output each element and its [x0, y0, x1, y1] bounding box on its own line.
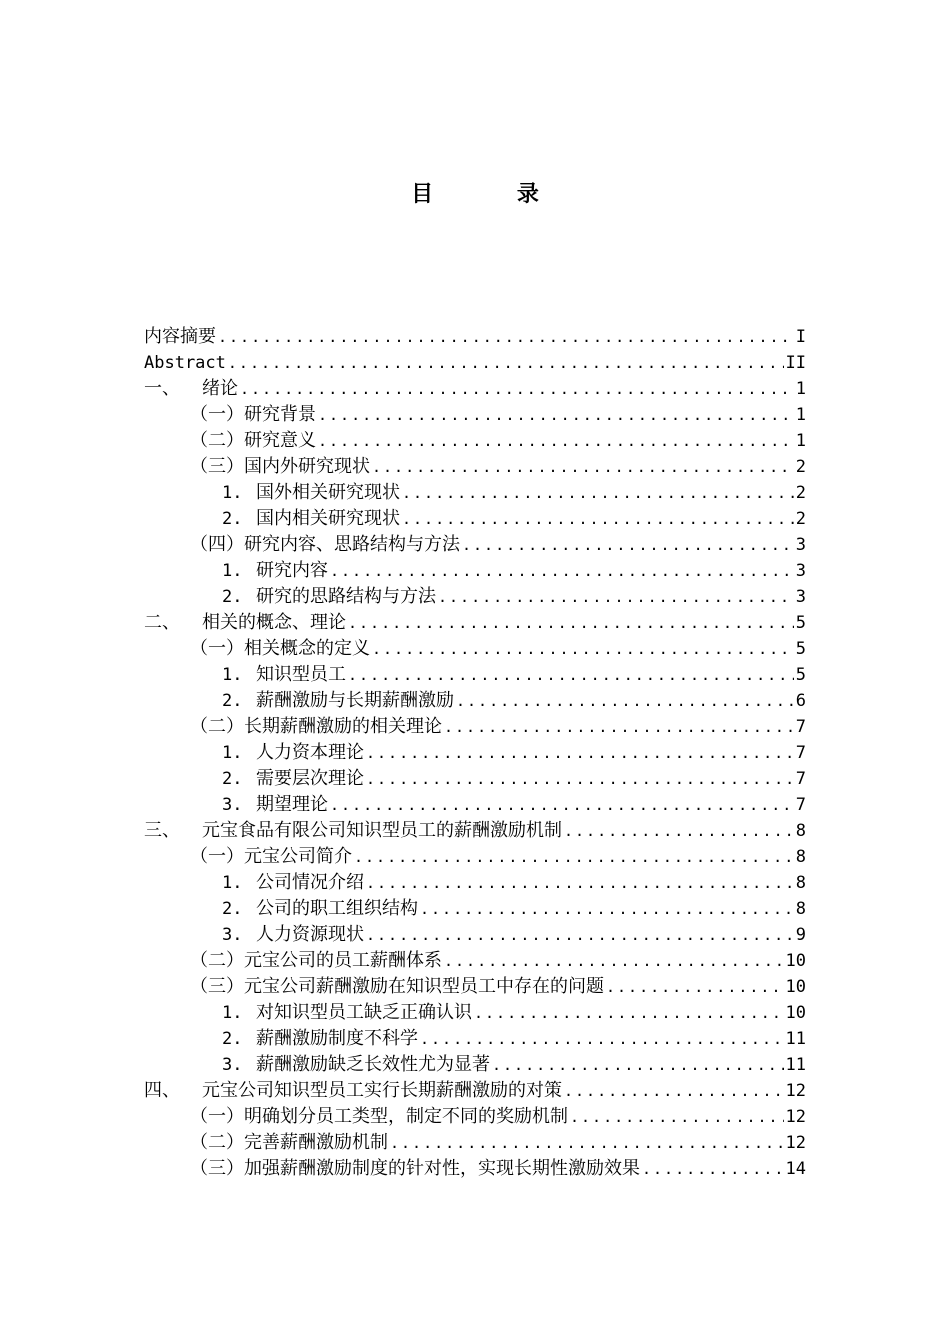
toc-entry-text: （一）研究背景	[190, 404, 316, 425]
toc-entry-number: 3.	[222, 795, 243, 815]
toc-entry-label	[190, 1130, 388, 1156]
dot-leader	[420, 1026, 784, 1052]
toc-entry-label	[144, 376, 238, 402]
toc-entry-label	[190, 844, 352, 870]
toc-entry	[144, 948, 806, 974]
toc-entry-number: 1.	[222, 1003, 243, 1023]
toc-entry-label	[222, 558, 328, 584]
toc-entry-text: （一）明确划分员工类型，制定不同的奖励机制	[190, 1106, 568, 1127]
toc-entry	[144, 974, 806, 1000]
toc-entry-number: 2.	[222, 587, 243, 607]
toc-entry-page: 3	[795, 587, 806, 607]
toc-entry-page: 12	[785, 1081, 806, 1101]
toc-entry-text: 人力资源现状	[256, 924, 364, 945]
dot-leader	[462, 532, 794, 558]
dot-leader	[228, 350, 784, 376]
toc-entry-text: （三）元宝公司薪酬激励在知识型员工中存在的问题	[190, 976, 604, 997]
dot-leader	[366, 766, 794, 792]
toc-entry-page: 8	[795, 873, 806, 893]
toc-entry-label	[222, 1026, 418, 1052]
toc-entry-page: 5	[795, 665, 806, 685]
toc-entry-number: 1.	[222, 873, 243, 893]
toc-entry	[144, 636, 806, 662]
toc-entry-label	[222, 792, 328, 818]
toc-entry-text: （二）长期薪酬激励的相关理论	[190, 716, 442, 737]
toc-entry-text: 人力资本理论	[256, 742, 364, 763]
toc-entry-label	[144, 818, 562, 844]
toc-entry-label	[222, 662, 346, 688]
dot-leader	[420, 896, 794, 922]
toc-entry	[144, 1052, 806, 1078]
toc-entry-text: 内容摘要	[144, 326, 216, 347]
toc-entry-page: 2	[795, 509, 806, 529]
toc-entry-page: 2	[795, 457, 806, 477]
toc-entry	[144, 1130, 806, 1156]
toc-entry-label	[190, 714, 442, 740]
toc-entry	[144, 688, 806, 714]
toc-entry	[144, 402, 806, 428]
dot-leader	[492, 1052, 784, 1078]
toc-entry-label	[222, 870, 364, 896]
dot-leader	[348, 662, 794, 688]
toc-entry	[144, 1026, 806, 1052]
toc-entry-label	[190, 948, 442, 974]
toc-entry-number: 二、	[144, 612, 180, 633]
toc-entry	[144, 870, 806, 896]
toc-entry-text: （一）元宝公司简介	[190, 846, 352, 867]
toc-entry-page: 10	[785, 1003, 806, 1023]
toc-entry-label	[144, 1078, 562, 1104]
toc-entry-text: 薪酬激励制度不科学	[256, 1028, 418, 1049]
toc-entry-number: 1.	[222, 561, 243, 581]
toc-entry-text: （一）相关概念的定义	[190, 638, 370, 659]
dot-leader	[564, 1078, 784, 1104]
toc-entry-page: 7	[795, 769, 806, 789]
toc-entry	[144, 428, 806, 454]
toc-entry	[144, 792, 806, 818]
toc-entry-label	[190, 974, 604, 1000]
toc-entry	[144, 844, 806, 870]
toc-entry	[144, 610, 806, 636]
toc-entry-label	[222, 1052, 490, 1078]
toc-entry	[144, 1000, 806, 1026]
toc-entry-text: 期望理论	[256, 794, 328, 815]
toc-entry-text: 元宝食品有限公司知识型员工的薪酬激励机制	[202, 820, 562, 841]
dot-leader	[390, 1130, 784, 1156]
toc-entry-label	[222, 896, 418, 922]
toc-entry-page: 8	[795, 821, 806, 841]
toc-entry-number: 3.	[222, 925, 243, 945]
page-title: 目 录	[411, 182, 577, 207]
toc-entry-page: I	[795, 327, 806, 347]
toc-entry-number: 三、	[144, 820, 180, 841]
toc-entry-label	[144, 350, 226, 376]
toc-entry	[144, 1156, 806, 1182]
dot-leader	[456, 688, 794, 714]
dot-leader	[354, 844, 794, 870]
toc-entry-page: 7	[795, 717, 806, 737]
toc-entry	[144, 376, 806, 402]
dot-leader	[240, 376, 794, 402]
dot-leader	[444, 714, 794, 740]
toc-entry-text: 薪酬激励缺乏长效性尤为显著	[256, 1054, 490, 1075]
toc-entry-text: 研究内容	[256, 560, 328, 581]
toc-entry-text: （三）加强薪酬激励制度的针对性，实现长期性激励效果	[190, 1158, 640, 1179]
toc-entry-page: 11	[785, 1055, 806, 1075]
toc-entry-label	[190, 636, 370, 662]
toc-entry-text: 薪酬激励与长期薪酬激励	[256, 690, 454, 711]
dot-leader	[318, 402, 794, 428]
toc-entry-text: 公司情况介绍	[256, 872, 364, 893]
toc-entry-page: 6	[795, 691, 806, 711]
toc-entry-text: （二）元宝公司的员工薪酬体系	[190, 950, 442, 971]
toc-entry-page: 9	[795, 925, 806, 945]
toc-entry-page: 1	[795, 431, 806, 451]
toc-entry-label	[190, 402, 316, 428]
toc-entry-text: 公司的职工组织结构	[256, 898, 418, 919]
toc-entry-text: 元宝公司知识型员工实行长期薪酬激励的对策	[202, 1080, 562, 1101]
toc-entry	[144, 766, 806, 792]
toc-entry	[144, 324, 806, 350]
toc-entry-page: 5	[795, 639, 806, 659]
toc-entry-text: （二）研究意义	[190, 430, 316, 451]
toc-entry-text: 国内相关研究现状	[256, 508, 400, 529]
toc-entry-page: 1	[795, 405, 806, 425]
toc-entry	[144, 1104, 806, 1130]
toc-entry	[144, 922, 806, 948]
toc-entry-number: 2.	[222, 899, 243, 919]
toc-entry	[144, 714, 806, 740]
toc-entry	[144, 480, 806, 506]
toc-entry-page: 8	[795, 847, 806, 867]
toc-entry-number: 3.	[222, 1055, 243, 1075]
toc-entry-page: 14	[785, 1159, 806, 1179]
toc-entry	[144, 350, 806, 376]
toc-entry-page: 12	[785, 1133, 806, 1153]
toc-entry-page: 10	[785, 951, 806, 971]
dot-leader	[474, 1000, 784, 1026]
toc-entry-text: 相关的概念、理论	[202, 612, 346, 633]
toc-entry	[144, 1078, 806, 1104]
toc-entry-label	[190, 428, 316, 454]
toc-entry-label	[222, 766, 364, 792]
toc-entry-label	[222, 1000, 472, 1026]
toc-entry-text: Abstract	[144, 353, 226, 373]
toc-entry-page: 10	[785, 977, 806, 997]
toc-entry-text: 知识型员工	[256, 664, 346, 685]
toc-entry-page: 7	[795, 795, 806, 815]
dot-leader	[366, 922, 794, 948]
dot-leader	[402, 506, 794, 532]
toc-entry	[144, 818, 806, 844]
toc-entry-number: 2.	[222, 1029, 243, 1049]
toc-entry	[144, 896, 806, 922]
toc-entry-label	[190, 1104, 568, 1130]
dot-leader	[330, 558, 794, 584]
dot-leader	[348, 610, 794, 636]
toc-entry	[144, 740, 806, 766]
toc-entry	[144, 558, 806, 584]
toc-entry-text: 国外相关研究现状	[256, 482, 400, 503]
toc-entry-label	[222, 480, 400, 506]
toc-entry-label	[222, 922, 364, 948]
toc-entry-number: 一、	[144, 378, 180, 399]
toc-entry-text: （二）完善薪酬激励机制	[190, 1132, 388, 1153]
toc-entry-label	[190, 532, 460, 558]
toc-entry-text: 对知识型员工缺乏正确认识	[256, 1002, 472, 1023]
toc-entry-label	[144, 610, 346, 636]
dot-leader	[366, 740, 794, 766]
dot-leader	[438, 584, 794, 610]
dot-leader	[564, 818, 794, 844]
toc-entry-page: 2	[795, 483, 806, 503]
toc-entry	[144, 506, 806, 532]
toc-entry-text: （三）国内外研究现状	[190, 456, 370, 477]
toc-entry-page: 3	[795, 535, 806, 555]
dot-leader	[330, 792, 794, 818]
dot-leader	[606, 974, 784, 1000]
toc-entry	[144, 662, 806, 688]
toc-entry-page: 7	[795, 743, 806, 763]
table-of-contents	[144, 324, 806, 1182]
toc-entry-label	[222, 584, 436, 610]
toc-entry-label	[222, 506, 400, 532]
dot-leader	[218, 324, 794, 350]
dot-leader	[366, 870, 794, 896]
toc-entry-number: 1.	[222, 743, 243, 763]
toc-entry-page: 11	[785, 1029, 806, 1049]
toc-entry	[144, 532, 806, 558]
dot-leader	[402, 480, 794, 506]
toc-entry-number: 2.	[222, 509, 243, 529]
toc-entry-number: 四、	[144, 1080, 180, 1101]
dot-leader	[318, 428, 794, 454]
dot-leader	[570, 1104, 784, 1130]
toc-entry-page: 1	[795, 379, 806, 399]
dot-leader	[444, 948, 784, 974]
toc-entry	[144, 454, 806, 480]
toc-entry-text: 研究的思路结构与方法	[256, 586, 436, 607]
toc-entry-number: 2.	[222, 769, 243, 789]
toc-entry-number: 1.	[222, 665, 243, 685]
dot-leader	[372, 454, 794, 480]
toc-entry-page: II	[785, 353, 806, 373]
toc-entry	[144, 584, 806, 610]
toc-entry-page: 5	[795, 613, 806, 633]
toc-entry-label	[144, 324, 216, 350]
toc-entry-label	[190, 454, 370, 480]
toc-entry-page: 12	[785, 1107, 806, 1127]
toc-entry-text: 绪论	[202, 378, 238, 399]
toc-entry-label	[222, 688, 454, 714]
toc-entry-number: 2.	[222, 691, 243, 711]
toc-entry-label	[190, 1156, 640, 1182]
toc-entry-number: 1.	[222, 483, 243, 503]
dot-leader	[642, 1156, 784, 1182]
dot-leader	[372, 636, 794, 662]
toc-entry-page: 3	[795, 561, 806, 581]
toc-entry-label	[222, 740, 364, 766]
toc-entry-page: 8	[795, 899, 806, 919]
toc-entry-text: 需要层次理论	[256, 768, 364, 789]
toc-entry-text: （四）研究内容、思路结构与方法	[190, 534, 460, 555]
